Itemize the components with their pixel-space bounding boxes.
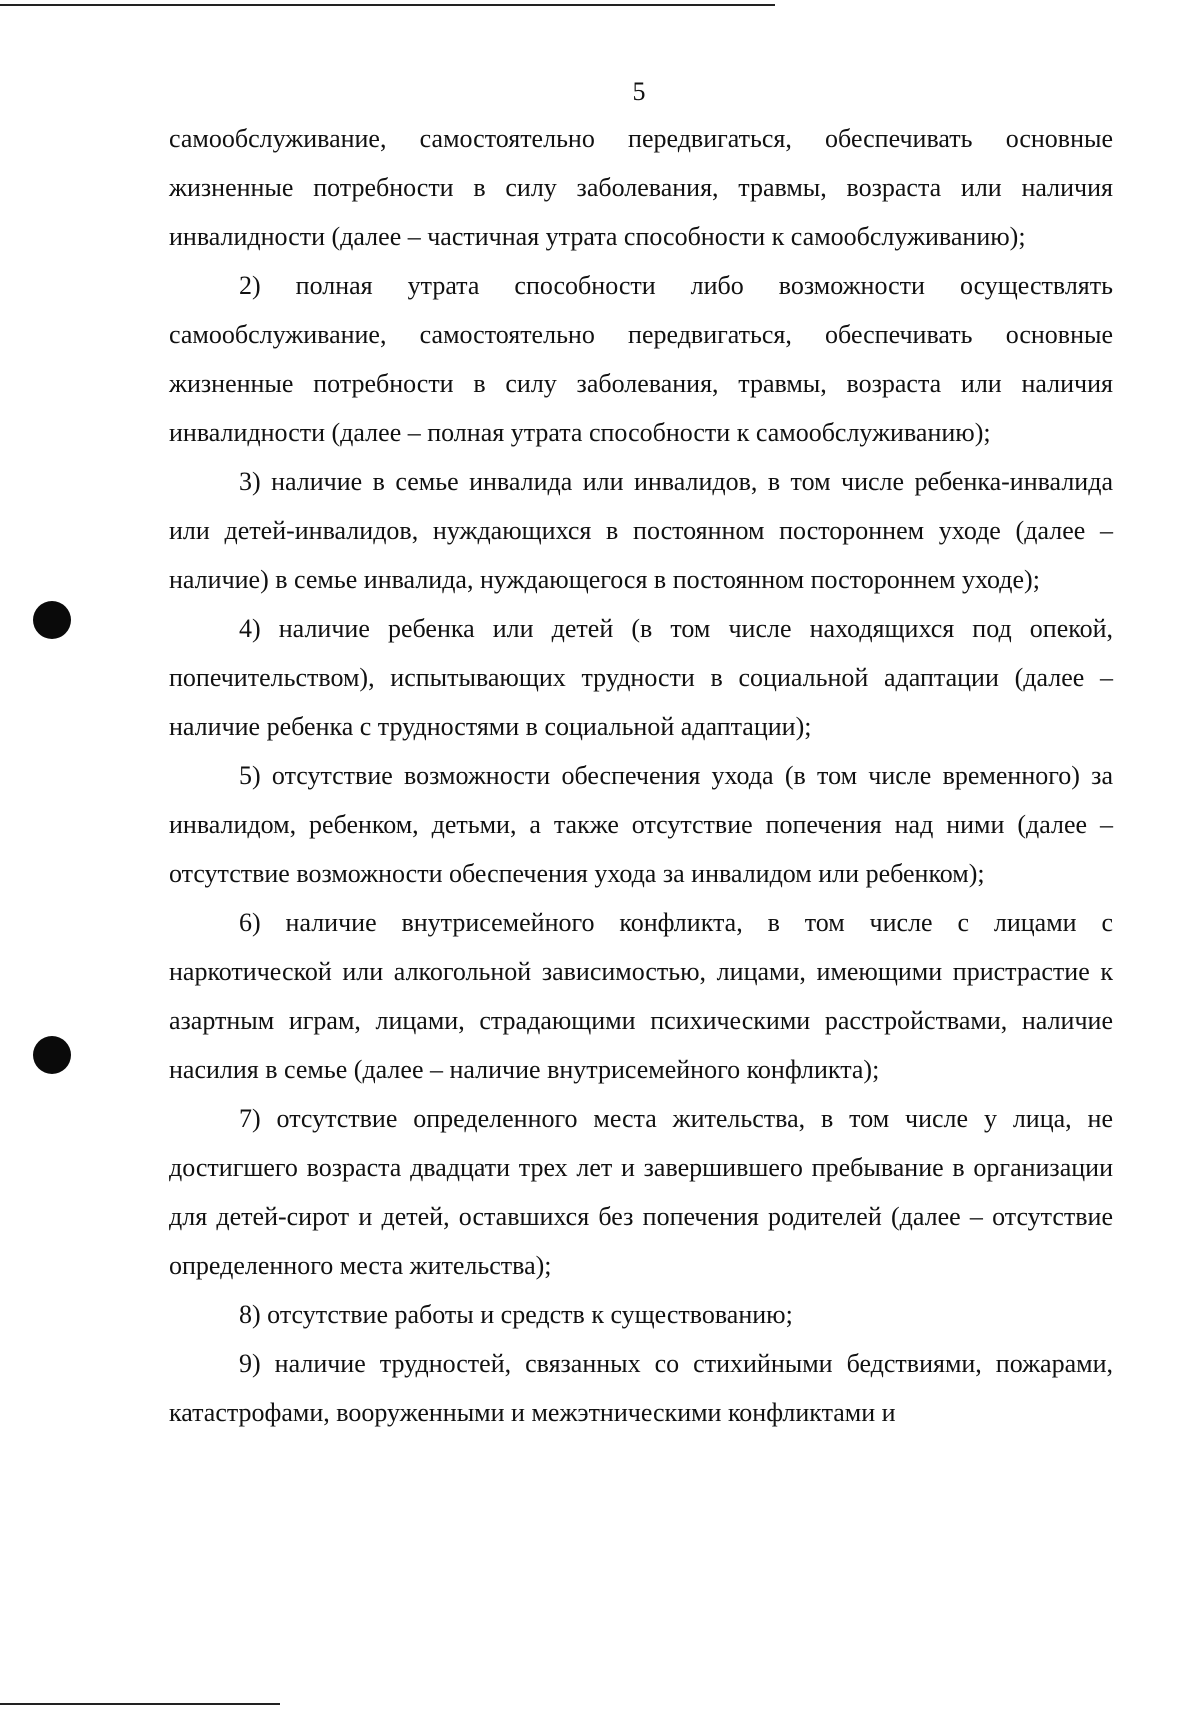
document-body: [169, 114, 1113, 1437]
page-number: 5: [632, 77, 646, 106]
paragraph-continuation: самообслуживание, самостоятельно передвигаться, обеспечивать основные жизненные потребности в силу заболевания, травмы, возраста или наличия инвалидности (далее – частичная утрата способности к самообслуживанию);: [169, 124, 1113, 251]
list-item-9: 9) наличие трудностей, связанных со стихийными бедствиями, пожарами, катастрофами, вооруженными и межэтническими конфликтами и: [169, 1349, 1113, 1427]
list-item-8: 8) отсутствие работы и средств к существованию;: [239, 1300, 793, 1329]
list-item-2: 2) полная утрата способности либо возможности осуществлять самообслуживание, самостоятельно передвигаться, обеспечивать основные жизненные потребности в силу заболевания, травмы, возраста или наличия инвалидности (далее – полная утрата способности к самообслуживанию);: [169, 271, 1113, 447]
punch-hole-mark: [33, 601, 71, 639]
list-item-7: 7) отсутствие определенного места жительства, в том числе у лица, не достигшего возраста двадцати трех лет и завершившего пребывание в организации для детей-сирот и детей, оставшихся без попечения родителей (далее – отсутствие определенного места жительства);: [169, 1104, 1113, 1280]
list-item-4: 4) наличие ребенка или детей (в том числе находящихся под опекой, попечительством), испытывающих трудности в социальной адаптации (далее – наличие ребенка с трудностями в социальной адаптации);: [169, 614, 1113, 741]
scan-top-edge-line: [0, 4, 775, 6]
list-item-3: 3) наличие в семье инвалида или инвалидов, в том числе ребенка-инвалида или детей-инвалидов, нуждающихся в постоянном постороннем уходе (далее – наличие) в семье инвалида, нуждающегося в постоянном постороннем уходе);: [169, 467, 1113, 594]
list-item-6: 6) наличие внутрисемейного конфликта, в том числе с лицами с наркотической или алкогольной зависимостью, лицами, имеющими пристрастие к азартным играм, лицами, страдающими психическими расстройствами, наличие насилия в семье (далее – наличие внутрисемейного конфликта);: [169, 908, 1113, 1084]
punch-hole-mark: [33, 1036, 71, 1074]
scan-bottom-edge-line: [0, 1703, 280, 1705]
list-item-5: 5) отсутствие возможности обеспечения ухода (в том числе временного) за инвалидом, ребенком, детьми, а также отсутствие попечения над ними (далее – отсутствие возможности обеспечения ухода за инвалидом или ребенком);: [169, 761, 1113, 888]
